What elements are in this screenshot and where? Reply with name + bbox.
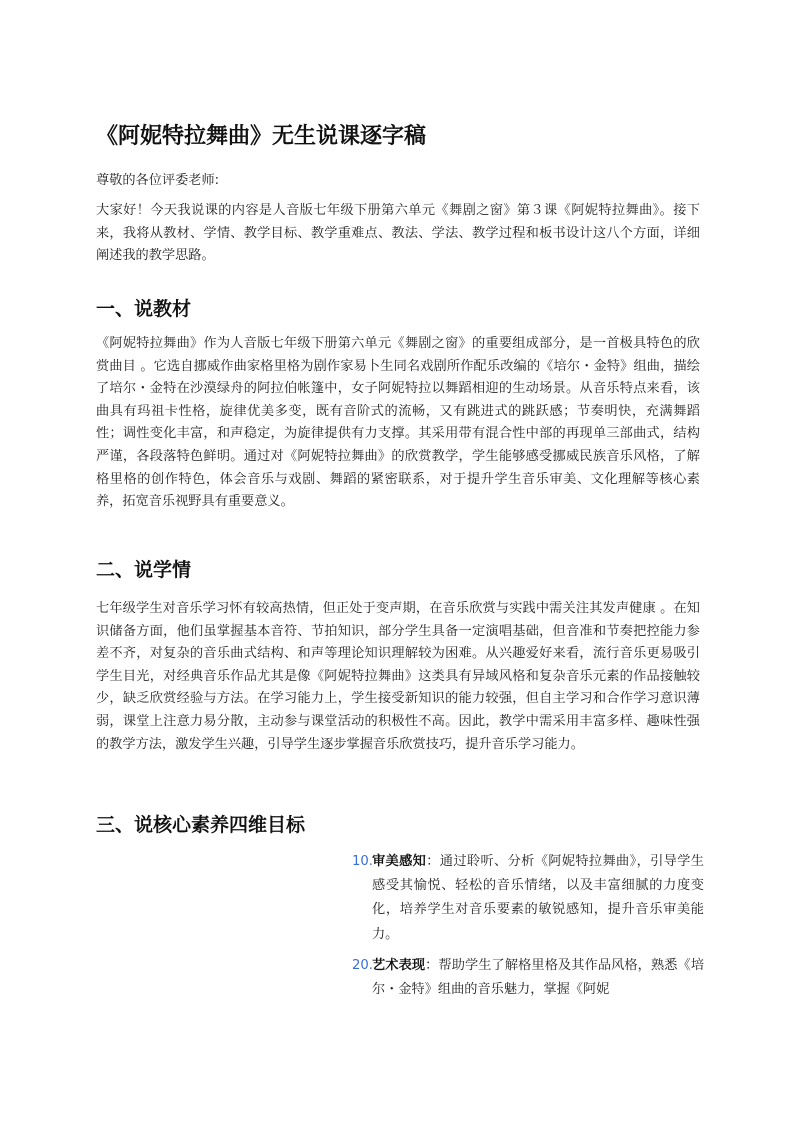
goals-list [354,850,704,1009]
list-item [354,954,704,1002]
section-text-students: 七年级学生对音乐学习怀有较高热情，但正处于变声期，在音乐欣赏与实践中需关注其发声健康 。在知识储备方面，他们虽掌握基本音符、节拍知识，部分学生具备一定演唱基础，但音准和节奏把控能力参差不齐，对复杂的音乐曲式结构、和声等理论知识理解较为困难。从兴趣爱好来看，流行音乐更易吸引学生目光，对经典音乐作品尤其是像《阿妮特拉舞曲》这类具有异域风格和复杂音乐元素的作品接触较少，缺乏欣赏经验与方法。在学习能力上，学生接受新知识的能力较强，但自主学习和合作学习意识薄弱，课堂上注意力易分散，主动参与课堂活动的积极性不高。因此，教学中需采用丰富多样、趣味性强的教学方法，激发学生兴趣，引导学生逐步掌握音乐欣赏技巧，提升音乐学习能力。 [96,601,700,752]
list-item [354,850,704,947]
goal-text: ：帮助学生了解格里格及其作品风格，熟悉《培尔・金特》组曲的音乐魅力，掌握《阿妮 [372,957,705,998]
section-heading-goals: 三、说核心素养四维目标 [96,814,306,836]
greeting: 尊敬的各位评委老师: [96,173,220,188]
goal-number: 20. [352,957,373,973]
section-heading-students: 二、说学情 [96,559,192,581]
section-text-textbook: 《阿妮特拉舞曲》作为人音版七年级下册第六单元《舞剧之窗》的重要组成部分，是一首极具特色的欣赏曲目 。它选自挪威作曲家格里格为剧作家易卜生同名戏剧所作配乐改编的《培尔・金特》组曲，描绘了培尔・金特在沙漠绿舟的阿拉伯帐篷中，女子阿妮特拉以舞蹈相迎的生动场景。从音乐特点来看，该曲具有玛祖卡性格，旋律优美多变，既有音阶式的流畅，又有跳进式的跳跃感；节奏明快，充满舞蹈性；调性变化丰富，和声稳定，为旋律提供有力支撑。其采用带有混合性中部的再现单三部曲式，结构严谨，各段落特色鲜明。通过对《阿妮特拉舞曲》的欣赏教学，学生能够感受挪威民族音乐风格，了解格里格的创作特色，体会音乐与戏剧、舞蹈的紧密联系，对于提升学生音乐审美、文化理解等核心素养，拓宽音乐视野具有重要意义。 [96,336,700,510]
goal-label: 艺术表现 [372,957,426,973]
goal-label: 审美感知 [372,854,427,869]
intro-paragraph: 大家好！今天我说课的内容是人音版七年级下册第六单元《舞剧之窗》第３课《阿妮特拉舞曲》。接下来，我将从教材、学情、教学目标、教学重难点、教法、学法、教学过程和板书设计这八个方面，详细阐述我的教学思路。 [96,203,700,264]
section-heading-textbook: 一、说教材 [96,298,192,320]
goal-text: ：通过聆听、分析《阿妮特拉舞曲》，引导学生感受其愉悦、轻松的音乐情绪，以及丰富细腻的力度变化，培养学生对音乐要素的敏锐感知，提升音乐审美能力。 [372,854,704,942]
goal-number: 10. [352,854,373,869]
document-title: 《阿妮特拉舞曲》无生说课逐字稿 [96,124,427,149]
